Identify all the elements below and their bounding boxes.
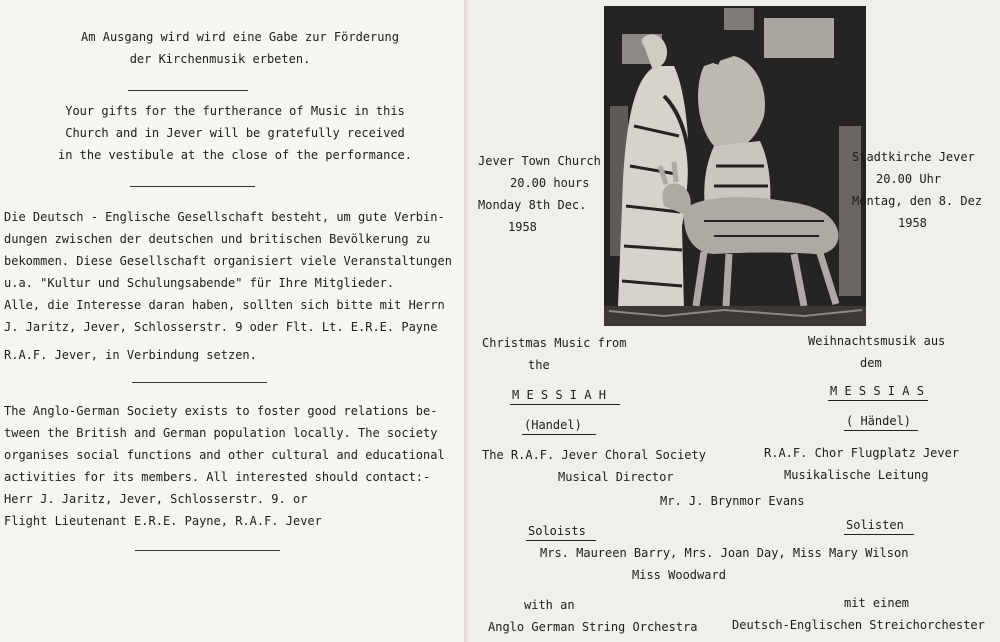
year-de: 1958 bbox=[898, 216, 927, 230]
society-de-line: bekommen. Diese Gesellschaft organisiert viele Veranstaltungen bbox=[4, 254, 452, 268]
time-en: 20.00 hours bbox=[510, 176, 590, 190]
society-en-line: Flight Lieutenant E.R.E. Payne, R.A.F. Jever bbox=[4, 514, 322, 528]
society-en-line: tween the British and German population locally. The society bbox=[4, 426, 438, 440]
divider bbox=[132, 382, 267, 383]
society-de-line: R.A.F. Jever, in Verbindung setzen. bbox=[4, 348, 257, 362]
director-label-de: Musikalische Leitung bbox=[784, 468, 929, 482]
choir-de: R.A.F. Chor Flugplatz Jever bbox=[764, 446, 960, 460]
subtitle-de: Weihnachtsmusik aus bbox=[808, 334, 946, 348]
soloists-label-en: Soloists bbox=[528, 524, 586, 538]
society-de-line: J. Jaritz, Jever, Schlosserstr. 9 oder Flt. Lt. E.R.E. Payne bbox=[4, 320, 438, 334]
left-page bbox=[0, 0, 466, 642]
venue-de: Stadtkirche Jever bbox=[852, 150, 975, 164]
society-de-line: Alle, die Interesse daran haben, sollten sich bitte mit Herrn bbox=[4, 298, 445, 312]
society-en-line: activities for its members. All interested should contact:- bbox=[4, 470, 431, 484]
donation-notice-en-line3: in the vestibule at the close of the performance. bbox=[57, 148, 412, 162]
choir-en: The R.A.F. Jever Choral Society bbox=[482, 448, 706, 462]
composer-en: (Handel) bbox=[524, 418, 582, 432]
soloists-names-line2: Miss Woodward bbox=[632, 568, 726, 582]
date-en: Monday 8th Dec. bbox=[478, 198, 587, 212]
soloists-label-de: Solisten bbox=[846, 518, 904, 532]
venue-en: Jever Town Church bbox=[478, 154, 601, 168]
title-underline bbox=[828, 400, 928, 401]
with-en: with an bbox=[524, 598, 575, 612]
soloists-names-line1: Mrs. Maureen Barry, Mrs. Joan Day, Miss Mary Wilson bbox=[540, 546, 909, 560]
director-label-en: Musical Director bbox=[558, 470, 674, 484]
society-en-line: organises social functions and other cultural and educational bbox=[4, 448, 445, 462]
the-en: the bbox=[528, 358, 550, 372]
date-de: Montag, den 8. Dez bbox=[852, 194, 983, 208]
composer-underline bbox=[844, 430, 918, 431]
year-en: 1958 bbox=[508, 220, 537, 234]
composer-underline bbox=[522, 434, 596, 435]
society-en-line: The Anglo-German Society exists to foster good relations be- bbox=[4, 404, 438, 418]
title-underline bbox=[510, 404, 620, 405]
dem-de: dem bbox=[860, 356, 882, 370]
donation-notice-en-line2: Church and in Jever will be gratefully received bbox=[65, 126, 405, 140]
society-en-line: Herr J. Jaritz, Jever, Schlosserstr. 9. or bbox=[4, 492, 308, 506]
divider bbox=[130, 186, 255, 187]
donation-notice-de-line1: Am Ausgang wird wird eine Gabe zur Förderung bbox=[81, 30, 399, 44]
society-de-line: dungen zwischen der deutschen und britischen Bevölkerung zu bbox=[4, 232, 431, 246]
work-title-de: M E S S I A S bbox=[830, 384, 924, 398]
orchestra-de: Deutsch-Englischen Streichorchester bbox=[732, 618, 985, 632]
soloists-underline bbox=[526, 540, 596, 541]
donation-notice-de-line2: der Kirchenmusik erbeten. bbox=[129, 52, 311, 66]
with-de: mit einem bbox=[844, 596, 910, 610]
work-title-en: M E S S I A H bbox=[512, 388, 606, 402]
divider bbox=[128, 90, 248, 91]
composer-de: ( Händel) bbox=[846, 414, 912, 428]
orchestra-en: Anglo German String Orchestra bbox=[488, 620, 698, 634]
nativity-woodcut-illustration bbox=[604, 6, 866, 326]
divider bbox=[135, 550, 280, 551]
society-de-line: u.a. "Kultur und Schulungsabende" für Ihre Mitglieder. bbox=[4, 276, 395, 290]
donation-notice-en-line1: Your gifts for the furtherance of Music in this bbox=[65, 104, 405, 118]
time-de: 20.00 Uhr bbox=[876, 172, 942, 186]
director-name: Mr. J. Brynmor Evans bbox=[660, 494, 805, 508]
society-de-line: Die Deutsch - Englische Gesellschaft besteht, um gute Verbin- bbox=[4, 210, 445, 224]
soloists-underline bbox=[844, 534, 914, 535]
right-page bbox=[468, 0, 1000, 642]
subtitle-en: Christmas Music from bbox=[482, 336, 627, 350]
